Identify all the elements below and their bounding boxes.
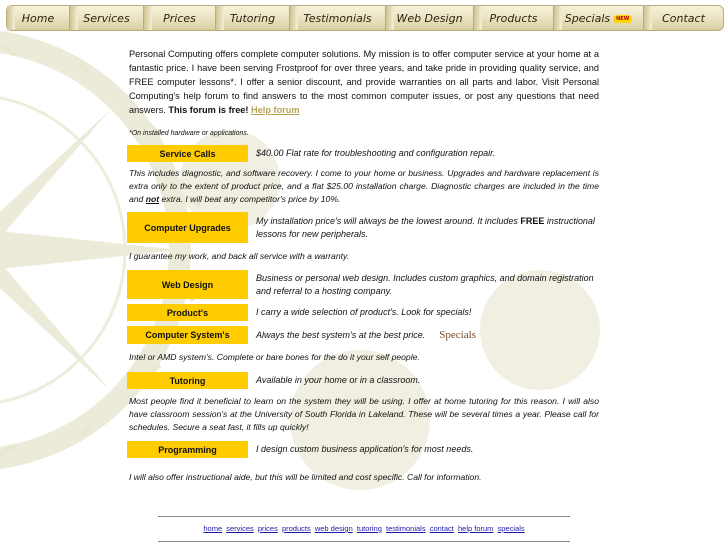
guarantee-text: I guarantee my work, and back all service with a warranty. <box>129 251 350 261</box>
upgrades-desc-b: instructional lessons for new peripherals. <box>256 215 595 239</box>
systems-desc <box>248 329 476 342</box>
footer-link-help-forum[interactable]: help forum <box>457 524 494 533</box>
systems-desc-text: Always the best system's at the best price. <box>256 329 426 340</box>
service-calls-para <box>129 167 599 206</box>
upgrades-desc <box>248 215 600 241</box>
main-nav <box>6 5 724 33</box>
footer-link-tutoring[interactable]: tutoring <box>356 524 382 533</box>
web-design-label: Web Design <box>127 270 248 299</box>
tutoring-desc: Available in your home or in a classroom. <box>256 375 421 385</box>
forum-free-text: This forum is free! <box>168 105 249 115</box>
products-row <box>127 304 600 321</box>
nav-web-design[interactable]: Web Design <box>386 5 474 31</box>
service-calls-para-a: This includes diagnostic, and software recovery. I come to your home or business. Upgrades and hardware replacement is extra only to the extent of product price, and a flat $25.00 installation charge. Diagnostic charges are included in the time and <box>129 168 599 204</box>
footer-link-prices[interactable]: prices <box>257 524 278 533</box>
nav-services[interactable]: Services <box>70 5 144 31</box>
tutoring-label: Tutoring <box>127 372 248 389</box>
tutoring-row <box>127 372 600 389</box>
tutoring-para: Most people find it beneficial to learn on the system they will be using. I offer at home tutoring for this reason. I will also have classroom session's at the University of South Florida in Lakeland. These will be several times a year. Please call for schedules. Secure a seat fast, it fills up quickly! <box>129 396 599 432</box>
upgrades-label: Computer Upgrades <box>127 212 248 243</box>
nav-products[interactable]: Products <box>474 5 554 31</box>
systems-para: Intel or AMD system's. Complete or bare bones for the do it your self people. <box>129 352 420 362</box>
upgrades-free: FREE <box>520 215 545 226</box>
help-forum-link[interactable]: Help forum <box>251 105 300 115</box>
footnote: *On installed hardware or applications. <box>129 130 249 137</box>
programming-desc: I design custom business application's for most needs. <box>256 444 474 454</box>
upgrades-desc-a: My installation price's will always be the lowest around. It includes <box>256 215 521 226</box>
products-label: Product's <box>127 304 248 321</box>
footer-link-services[interactable]: services <box>226 524 254 533</box>
nav-testimonials[interactable]: Testimonials <box>290 5 386 31</box>
service-calls-desc: $40.00 Flat rate for troubleshooting and configuration repair. <box>256 148 496 158</box>
intro-text <box>129 47 599 117</box>
footer-link-contact[interactable]: contact <box>429 524 454 533</box>
systems-label: Computer System's <box>127 326 248 344</box>
nav-contact[interactable]: Contact <box>644 5 724 31</box>
programming-para: I will also offer instructional aide, but this will be limited and cost specific. Call for information. <box>129 472 482 482</box>
service-calls-row <box>127 145 600 162</box>
footer-links <box>158 524 570 533</box>
footer-link-products[interactable]: products <box>281 524 311 533</box>
footer-divider-top <box>158 516 570 517</box>
footer-link-testimonials[interactable]: testimonials <box>386 524 426 533</box>
programming-label: Programming <box>127 441 248 458</box>
products-desc: I carry a wide selection of product's. Look for specials! <box>256 307 472 317</box>
upgrades-row <box>127 212 600 243</box>
web-design-row <box>127 270 600 299</box>
nav-tutoring[interactable]: Tutoring <box>216 5 290 31</box>
service-calls-label: Service Calls <box>127 145 248 162</box>
service-calls-para-not: not <box>145 194 160 204</box>
footer-link-web-design[interactable]: web design <box>314 524 353 533</box>
intro-section <box>129 47 599 141</box>
footer-link-home[interactable]: home <box>203 524 223 533</box>
nav-specials-label: Specials <box>564 12 611 25</box>
nav-home[interactable]: Home <box>6 5 70 31</box>
programming-row <box>127 441 600 458</box>
intro-body: Personal Computing offers complete computer solutions. My mission is to offer computer service at your home at a fantastic price. I have been serving Frostproof for over three years, and take pride in providing quality service, and FREE computer lessons*. I offer a senior discount, and provide warranties on all parts and labor. Visit Personal Computing's help forum to find answers to the most common computer issues, or post any questions that need answers. <box>129 49 599 115</box>
service-calls-para-b: extra. I will beat any competitor's price by 10%. <box>159 194 341 204</box>
systems-row <box>127 326 600 344</box>
web-design-desc: Business or personal web design. Includes custom graphics, and domain registration and referral to a hosting company. <box>256 272 594 296</box>
new-badge: NEW <box>613 15 632 23</box>
nav-prices[interactable]: Prices <box>144 5 216 31</box>
footer-link-specials[interactable]: specials <box>497 524 525 533</box>
specials-link[interactable]: Specials <box>439 328 476 341</box>
footer-divider-bottom <box>158 541 570 542</box>
nav-specials[interactable] <box>554 5 644 31</box>
